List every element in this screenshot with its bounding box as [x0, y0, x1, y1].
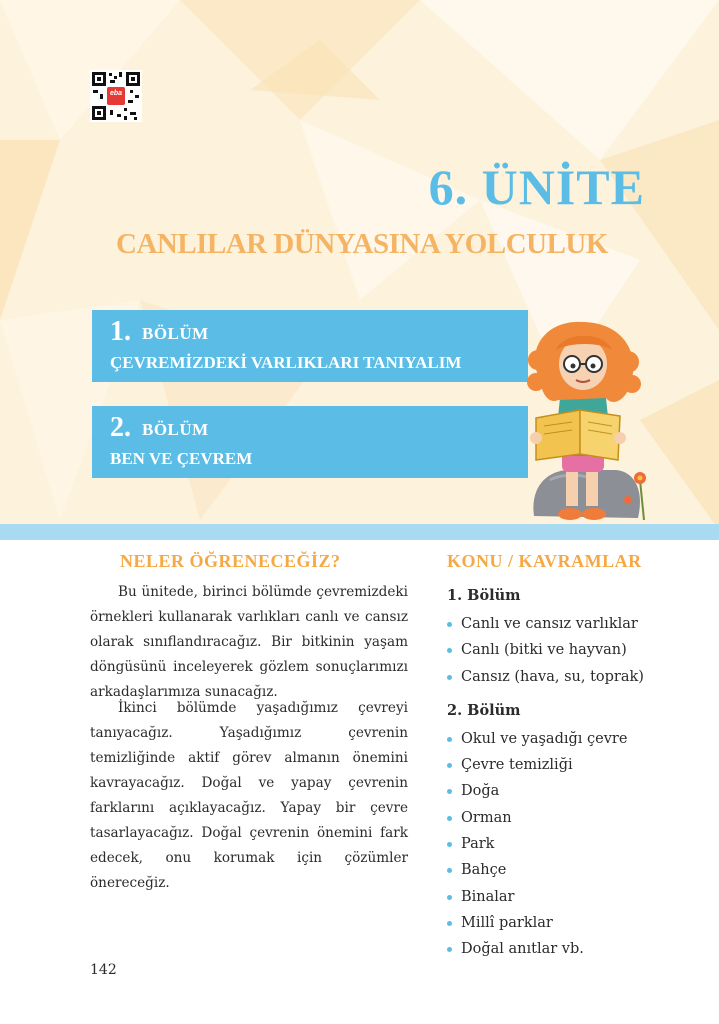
- list-item: [447, 778, 697, 804]
- bullet-icon: [447, 675, 452, 680]
- bullet-icon: [447, 622, 452, 627]
- topics-section-title: KONU / KAVRAMLAR: [447, 551, 642, 571]
- topics-list: [447, 585, 697, 963]
- bullet-icon: [447, 842, 452, 847]
- list-item: [447, 936, 697, 962]
- section-banner-2: [92, 406, 528, 478]
- topics-part-heading: 1. Bölüm: [447, 587, 521, 604]
- list-item: [447, 752, 697, 778]
- reading-girl-illustration: [520, 320, 660, 530]
- list-item: [447, 884, 697, 910]
- learn-paragraph: Bu ünitede, birinci bölümde çevremizdeki örnekleri kullanarak varlıkları canlı ve cansız olarak sınıflandıracağız. Bir bitkinin yaşam döngüsünü inceleyerek gözlem sonuçlarımızı arkadaşlarımıza sunacağız.: [90, 584, 408, 700]
- divider-stripe: [0, 524, 719, 540]
- list-item-label: Çevre temizliği: [461, 757, 573, 774]
- list-item-label: Orman: [461, 809, 512, 826]
- qr-label: eba: [109, 90, 123, 97]
- bullet-icon: [447, 868, 452, 873]
- section-number: 1.: [110, 316, 131, 347]
- list-item-label: Doğa: [461, 783, 500, 800]
- bullet-icon: [447, 648, 452, 653]
- bullet-icon: [447, 763, 452, 768]
- unit-subtitle: CANLILAR DÜNYASINA YOLCULUK: [116, 228, 608, 260]
- list-item-label: Bahçe: [461, 862, 507, 879]
- bullet-icon: [447, 737, 452, 742]
- page-number: 142: [90, 962, 117, 978]
- list-item-label: Canlı (bitki ve hayvan): [461, 642, 627, 659]
- section-number: 2.: [110, 412, 131, 443]
- unit-title: 6. ÜNİTE: [428, 159, 645, 215]
- list-item: [447, 664, 697, 690]
- list-item: [447, 611, 697, 637]
- bullet-icon: [447, 921, 452, 926]
- list-item: [447, 805, 697, 831]
- list-item: [447, 831, 697, 857]
- section-word: BÖLÜM: [142, 420, 209, 439]
- list-item-label: Doğal anıtlar vb.: [461, 941, 584, 958]
- list-item: [447, 726, 697, 752]
- list-item: [447, 857, 697, 883]
- learn-section-title: NELER ÖĞRENECEĞİZ?: [120, 551, 341, 571]
- list-item: [447, 637, 697, 663]
- list-item-label: Park: [461, 836, 495, 853]
- list-item-label: Cansız (hava, su, toprak): [461, 668, 644, 685]
- topics-part-heading: 2. Bölüm: [447, 701, 521, 719]
- section-title: ÇEVREMİZDEKİ VARLIKLARI TANIYALIM: [110, 353, 462, 372]
- learn-paragraph: İkinci bölümde yaşadığımız çevreyi tanıyacağız. Yaşadığımız çevrenin temizliğinde aktif görev almanın önemini kavrayacağız. Doğal ve yapay çevrenin farklarını açıklayacağız. Yapay bir çevre tasarlayacağız. Doğal çevrenin önemini fark edecek, onu korumak için çözümler önereceğiz.: [90, 700, 408, 891]
- bullet-icon: [447, 789, 452, 794]
- list-item-label: Okul ve yaşadığı çevre: [461, 730, 628, 747]
- list-item-label: Canlı ve cansız varlıklar: [461, 616, 638, 632]
- section-banner-1: [92, 310, 528, 382]
- qr-code[interactable]: [90, 70, 142, 122]
- bullet-icon: [447, 895, 452, 900]
- list-item-label: Binalar: [461, 888, 515, 905]
- list-item-label: Millî parklar: [461, 914, 553, 931]
- section-title: BEN VE ÇEVREM: [110, 449, 253, 468]
- bullet-icon: [447, 947, 452, 952]
- list-item: [447, 910, 697, 936]
- bullet-icon: [447, 816, 452, 821]
- section-word: BÖLÜM: [142, 324, 209, 343]
